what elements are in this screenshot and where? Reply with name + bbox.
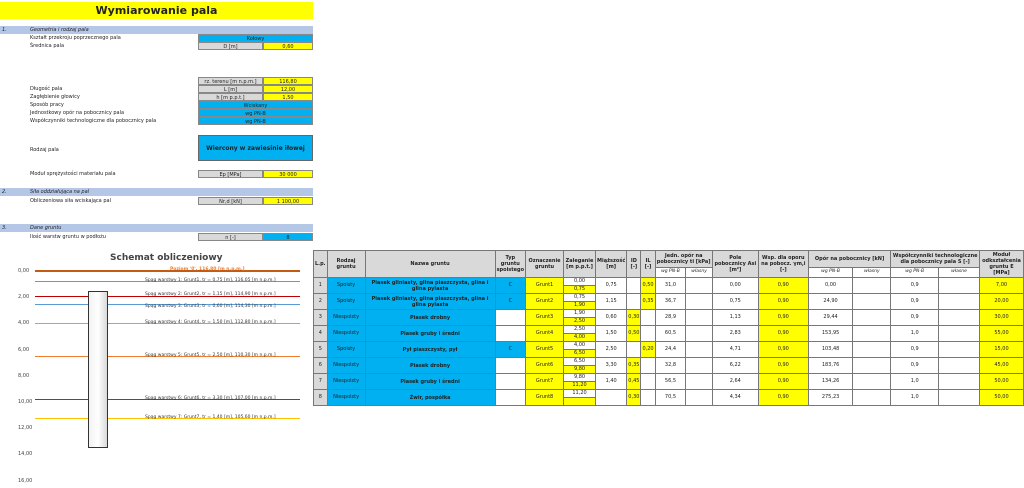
cell-thk: 0,75 — [596, 278, 627, 294]
cell-name[interactable]: Piasek gliniasty, glina piaszczysta, glina i glina pylasta — [365, 294, 495, 310]
cell-code[interactable]: Grunt6 — [526, 358, 564, 374]
section-label: Geometria i rodzaj pala — [30, 27, 89, 33]
cell-e[interactable]: 50,00 — [980, 390, 1024, 406]
cell-lp: 5 — [314, 342, 328, 358]
cell-depth-bottom[interactable]: 1,90 — [564, 302, 596, 310]
cell-ctype[interactable] — [495, 374, 525, 390]
pile-type-label: Rodzaj pala — [30, 147, 59, 153]
cell-area: 6,22 — [712, 358, 758, 374]
layer-label: Spąg warstwy 1: Grunt1, tr = 0,75 [m], 116,05 [m n.p.m.] — [145, 277, 276, 283]
y-tick-label: 8,00 — [18, 372, 30, 379]
section-label: Dane gruntu — [30, 225, 62, 231]
cell-gamma[interactable]: 0,90 — [758, 326, 808, 342]
cell-type[interactable]: Spoisty — [327, 294, 365, 310]
cell-depth-bottom[interactable]: 4,00 — [564, 334, 596, 342]
cell-resist-own[interactable] — [853, 326, 891, 342]
sub-own: własny — [686, 267, 712, 277]
cell-t: 56,5 — [655, 374, 686, 390]
cell-s: 0,9 — [891, 310, 939, 326]
cell-ctype[interactable] — [495, 326, 525, 342]
section-geometry — [0, 26, 313, 34]
cell-area: 2,83 — [712, 326, 758, 342]
section-label: Siła oddziałująca na pal — [30, 189, 90, 195]
cell-type[interactable]: Niespoisty — [327, 358, 365, 374]
cell-resist-own[interactable] — [853, 294, 891, 310]
section-force — [0, 188, 313, 196]
cell-resist-own[interactable] — [853, 278, 891, 294]
cell-area: 4,34 — [712, 390, 758, 406]
pile-shape — [88, 291, 108, 448]
table-row — [314, 326, 1024, 334]
layer-label: Spąg warstwy 5: Grunt5, tr = 2,50 [m], 110,30 [m n.p.m.] — [145, 353, 276, 359]
cell-ctype[interactable]: C — [495, 342, 525, 358]
col-t: Jedn. opór na pobocznicy ti [kPa] — [655, 251, 712, 268]
cell-t: 70,5 — [655, 390, 686, 406]
level-zero-label: Poziom '0', 116,80 [m n.p.m.] — [170, 267, 245, 272]
cell-t-own[interactable] — [686, 374, 712, 390]
table-row — [314, 358, 1024, 366]
cell-s-own[interactable] — [939, 278, 980, 294]
cell-resist-own[interactable] — [853, 374, 891, 390]
cell-il[interactable]: 0,35 — [641, 294, 655, 310]
y-tick-label: 4,00 — [18, 320, 30, 327]
cell-depth-bottom[interactable]: 11,20 — [564, 382, 596, 390]
cell-e[interactable]: 55,00 — [980, 326, 1024, 342]
table-row — [314, 310, 1024, 318]
cell-ctype[interactable] — [495, 310, 525, 326]
cell-id[interactable] — [627, 278, 641, 294]
cell-gamma[interactable]: 0,90 — [758, 294, 808, 310]
shape-label: Kształt przekroju poprzecznego pala — [30, 35, 121, 41]
cell-t-own[interactable] — [686, 278, 712, 294]
cell-resist: 153,95 — [808, 326, 853, 342]
diam-input[interactable]: 0,60 — [263, 42, 313, 50]
table-row — [314, 390, 1024, 398]
cell-t-own[interactable] — [686, 294, 712, 310]
cell-depth-top[interactable]: 0,75 — [564, 294, 596, 302]
col-type: Rodzaj gruntu — [327, 251, 365, 278]
layer-label: Spąg warstwy 3: Grunt3, tr = 0,60 [m], 114,30 [m n.p.m.] — [145, 303, 276, 309]
cell-name[interactable]: Piasek gliniasty, glina piaszczysta, glina i glina pylasta — [365, 278, 495, 294]
coef-label: Współczynniki technologiczne dla pobocznicy pala — [30, 118, 157, 124]
cell-depth-top[interactable]: 9,80 — [564, 374, 596, 382]
cell-il[interactable] — [641, 390, 655, 406]
cell-s: 0,9 — [891, 278, 939, 294]
cell-lp: 7 — [314, 374, 328, 390]
cell-e[interactable]: 7,00 — [980, 278, 1024, 294]
y-tick-label: 6,00 — [18, 346, 30, 353]
cell-thk: 3,30 — [596, 358, 627, 374]
cell-code[interactable]: Grunt4 — [526, 326, 564, 342]
cell-name[interactable]: Piasek gruby i średni — [365, 326, 495, 342]
cell-resist-own[interactable] — [853, 342, 891, 358]
cell-t: 28,9 — [655, 310, 686, 326]
col-id: ID [-] — [627, 251, 641, 278]
table-row — [314, 278, 1024, 286]
schema-title: Schemat obliczeniowy — [110, 253, 223, 263]
cell-thk — [596, 390, 627, 406]
diam-label: Średnica pala — [30, 43, 65, 49]
cell-gamma[interactable]: 0,90 — [758, 278, 808, 294]
cell-s-own[interactable] — [939, 342, 980, 358]
cell-resist: 134,26 — [808, 374, 853, 390]
cell-depth-top[interactable]: 0,00 — [564, 278, 596, 286]
work-label: Sposób pracy — [30, 102, 64, 108]
force-input[interactable]: 1 100,00 — [263, 197, 313, 205]
cell-type[interactable]: Niespoisty — [327, 374, 365, 390]
cell-thk: 0,60 — [596, 310, 627, 326]
col-ctype: Typ gruntu spoistego — [495, 251, 525, 278]
cell-type[interactable]: Spoisty — [327, 342, 365, 358]
cell-e[interactable]: 15,00 — [980, 342, 1024, 358]
soil-count-select[interactable]: 8 — [263, 233, 313, 241]
y-tick-label: 12,00 — [18, 425, 33, 432]
cell-name[interactable]: Piasek drobny — [365, 310, 495, 326]
col-s: Współczynniki technologiczne dla pobocznicy pala S [-] — [891, 251, 980, 268]
y-tick-label: 10,00 — [18, 399, 33, 405]
cell-thk: 1,15 — [596, 294, 627, 310]
cell-gamma[interactable]: 0,90 — [758, 358, 808, 374]
depth-unit: h [m p.p.t.] — [198, 93, 263, 101]
col-code: Oznaczenie gruntu — [526, 251, 564, 278]
cell-s-own[interactable] — [939, 390, 980, 406]
table-row — [314, 294, 1024, 302]
cell-il[interactable]: 0,20 — [641, 342, 655, 358]
cell-t-own[interactable] — [686, 342, 712, 358]
cell-s: 0,9 — [891, 342, 939, 358]
cell-s-own[interactable] — [939, 358, 980, 374]
cell-id[interactable] — [627, 342, 641, 358]
cell-id[interactable]: 0,30 — [627, 390, 641, 406]
resist-select[interactable]: wg PN-B — [198, 109, 313, 117]
sub-own: własny — [853, 267, 891, 277]
cell-thk: 1,50 — [596, 326, 627, 342]
cell-area: 1,13 — [712, 310, 758, 326]
terrain-unit: rz. terenu [m n.p.m.] — [198, 77, 263, 85]
section-number: 1. — [2, 27, 7, 33]
col-lp: L.p. — [314, 251, 328, 278]
modulus-unit: Ep [MPa] — [198, 170, 263, 178]
cell-resist-own[interactable] — [853, 358, 891, 374]
cell-resist: 0,00 — [808, 278, 853, 294]
cell-depth-top[interactable]: 1,90 — [564, 310, 596, 318]
sub-pn: wg PN-B — [655, 267, 686, 277]
length-unit: L [m] — [198, 85, 263, 93]
layer-label: Spąg warstwy 4: Grunt4, tr = 1,50 [m], 112,80 [m n.p.m.] — [145, 320, 276, 326]
cell-area: 0,75 — [712, 294, 758, 310]
cell-il[interactable] — [641, 310, 655, 326]
soil-count-label: Ilość warstw gruntu w podłożu — [30, 234, 106, 240]
level-zero-line — [35, 270, 300, 272]
cell-gamma[interactable]: 0,90 — [758, 310, 808, 326]
cell-resist: 103,48 — [808, 342, 853, 358]
cell-s: 1,0 — [891, 326, 939, 342]
cell-depth-top[interactable]: 4,00 — [564, 342, 596, 350]
cell-s-own[interactable] — [939, 294, 980, 310]
cell-code[interactable]: Grunt2 — [526, 294, 564, 310]
cell-depth-bottom[interactable]: 0,75 — [564, 286, 596, 294]
cell-il[interactable]: 0,50 — [641, 278, 655, 294]
cell-e[interactable]: 45,00 — [980, 358, 1024, 374]
cell-id[interactable]: 0,35 — [627, 358, 641, 374]
cell-s: 1,0 — [891, 390, 939, 406]
cell-resist: 29,44 — [808, 310, 853, 326]
cell-t-own[interactable] — [686, 326, 712, 342]
length-label: Długość pala — [30, 86, 63, 92]
coef-select[interactable]: wg PN-B — [198, 117, 313, 125]
y-tick-label: 2,00 — [18, 294, 30, 301]
cell-t: 31,0 — [655, 278, 686, 294]
cell-t-own[interactable] — [686, 390, 712, 406]
col-depth: Zaleganie [m p.p.t.] — [564, 251, 596, 278]
cell-s: 1,0 — [891, 374, 939, 390]
length-input[interactable]: 12,00 — [263, 85, 313, 93]
cell-name[interactable]: Piasek drobny — [365, 358, 495, 374]
cell-lp: 6 — [314, 358, 328, 374]
cell-t: 36,7 — [655, 294, 686, 310]
section-number: 2. — [2, 189, 7, 195]
cell-t-own[interactable] — [686, 310, 712, 326]
layer-label: Spąg warstwy 6: Grunt6, tr = 3,30 [m], 107,00 [m n.p.m.] — [145, 396, 276, 402]
depth-input[interactable]: 1,50 — [263, 93, 313, 101]
cell-t: 32,8 — [655, 358, 686, 374]
cell-t: 60,5 — [655, 326, 686, 342]
sub-pn: wg PN-B — [808, 267, 853, 277]
soil-count-unit: n [-] — [198, 233, 263, 241]
cell-t-own[interactable] — [686, 358, 712, 374]
cell-type[interactable]: Spoisty — [327, 278, 365, 294]
cell-s-own[interactable] — [939, 326, 980, 342]
schema-area — [0, 262, 312, 488]
col-gamma: Wsp. dla oporu na pobocz. γm,i [-] — [758, 251, 808, 278]
cell-code[interactable]: Grunt8 — [526, 390, 564, 406]
cell-t: 24,4 — [655, 342, 686, 358]
col-thk: Miąższość [m] — [596, 251, 627, 278]
cell-code[interactable]: Grunt1 — [526, 278, 564, 294]
cell-resist: 275,23 — [808, 390, 853, 406]
cell-gamma[interactable]: 0,90 — [758, 374, 808, 390]
cell-type[interactable]: Niespoisty — [327, 326, 365, 342]
col-area: Pole pobocznicy Asi [m²] — [712, 251, 758, 278]
cell-depth-top[interactable]: 6,50 — [564, 358, 596, 366]
cell-e[interactable]: 50,00 — [980, 374, 1024, 390]
cell-lp: 1 — [314, 278, 328, 294]
cell-area: 0,00 — [712, 278, 758, 294]
cell-code[interactable]: Grunt5 — [526, 342, 564, 358]
y-tick-label: 16,00 — [18, 477, 33, 484]
cell-s: 0,9 — [891, 294, 939, 310]
terrain-input[interactable]: 116,80 — [263, 77, 313, 85]
soil-table — [313, 250, 1024, 406]
cell-s: 0,9 — [891, 358, 939, 374]
cell-resist: 183,76 — [808, 358, 853, 374]
cell-ctype[interactable]: C — [495, 294, 525, 310]
depth-label: Zagłębienie głowicy — [30, 94, 80, 100]
cell-il[interactable] — [641, 326, 655, 342]
cell-lp: 8 — [314, 390, 328, 406]
cell-il[interactable] — [641, 358, 655, 374]
page-title: Wymiarowanie pala — [0, 2, 313, 19]
cell-depth-bottom[interactable]: 6,50 — [564, 350, 596, 358]
cell-depth-bottom[interactable] — [564, 398, 596, 406]
table-row — [314, 342, 1024, 350]
y-tick-label: 0,00 — [18, 268, 30, 274]
cell-lp: 3 — [314, 310, 328, 326]
shape-select[interactable]: Kołowy — [198, 34, 313, 42]
cell-area: 2,64 — [712, 374, 758, 390]
cell-area: 4,71 — [712, 342, 758, 358]
cell-s-own[interactable] — [939, 374, 980, 390]
cell-resist: 24,90 — [808, 294, 853, 310]
force-label: Obliczeniowa siła wciskająca pal — [30, 198, 111, 204]
cell-depth-top[interactable]: 11,20 — [564, 390, 596, 398]
cell-ctype[interactable] — [495, 358, 525, 374]
cell-depth-bottom[interactable]: 9,80 — [564, 366, 596, 374]
force-unit: Nr,d [kN] — [198, 197, 263, 205]
cell-gamma[interactable]: 0,90 — [758, 342, 808, 358]
section-soil — [0, 224, 313, 232]
cell-resist-own[interactable] — [853, 310, 891, 326]
cell-lp: 2 — [314, 294, 328, 310]
cell-name[interactable]: Żwir, pospółka — [365, 390, 495, 406]
cell-ctype[interactable]: C — [495, 278, 525, 294]
cell-depth-top[interactable]: 2,50 — [564, 326, 596, 334]
col-e: Moduł odkształcenia gruntu E [MPa] — [980, 251, 1024, 278]
sub-pn: wg PN-B — [891, 267, 939, 277]
layer-label: Spąg warstwy 7: Grunt7, tr = 1,40 [m], 105,60 [m n.p.m.] — [145, 414, 276, 420]
diam-unit: D [m] — [198, 42, 263, 50]
y-tick-label: 14,00 — [18, 451, 33, 458]
section-number: 3. — [2, 225, 7, 231]
cell-type[interactable]: Niespoisty — [327, 390, 365, 406]
sub-own: własne — [939, 267, 980, 277]
cell-thk: 1,40 — [596, 374, 627, 390]
cell-resist-own[interactable] — [853, 390, 891, 406]
cell-il[interactable] — [641, 374, 655, 390]
cell-ctype[interactable] — [495, 390, 525, 406]
cell-code[interactable]: Grunt3 — [526, 310, 564, 326]
cell-name[interactable]: Pył piaszczysty, pył — [365, 342, 495, 358]
modulus-label: Moduł sprężystości materiału pala — [30, 171, 116, 177]
table-row — [314, 374, 1024, 382]
pile-type-select[interactable]: Wiercony w zawiesinie iłowej — [198, 135, 313, 161]
cell-e[interactable]: 30,00 — [980, 310, 1024, 326]
cell-lp: 4 — [314, 326, 328, 342]
cell-depth-bottom[interactable]: 2,50 — [564, 318, 596, 326]
cell-type[interactable]: Niespoisty — [327, 310, 365, 326]
cell-e[interactable]: 20,00 — [980, 294, 1024, 310]
layer-label: Spąg warstwy 2: Grunt2, tr = 1,15 [m], 114,90 [m n.p.m.] — [145, 291, 276, 297]
cell-name[interactable]: Piasek gruby i średni — [365, 374, 495, 390]
col-il: IL [-] — [641, 251, 655, 278]
work-select[interactable]: Wciskany — [198, 101, 313, 109]
col-name: Nazwa gruntu — [365, 251, 495, 278]
cell-id[interactable]: 0,45 — [627, 374, 641, 390]
cell-id[interactable] — [627, 294, 641, 310]
cell-thk: 2,50 — [596, 342, 627, 358]
cell-id[interactable]: 0,30 — [627, 310, 641, 326]
col-resist: Opór na pobocznicy [kN] — [808, 251, 891, 268]
cell-s-own[interactable] — [939, 310, 980, 326]
resist-label: Jednostkowy opór na pobocznicy pala — [30, 110, 125, 116]
cell-gamma[interactable]: 0,90 — [758, 390, 808, 406]
modulus-input[interactable]: 30 000 — [263, 170, 313, 178]
cell-id[interactable]: 0,50 — [627, 326, 641, 342]
cell-code[interactable]: Grunt7 — [526, 374, 564, 390]
